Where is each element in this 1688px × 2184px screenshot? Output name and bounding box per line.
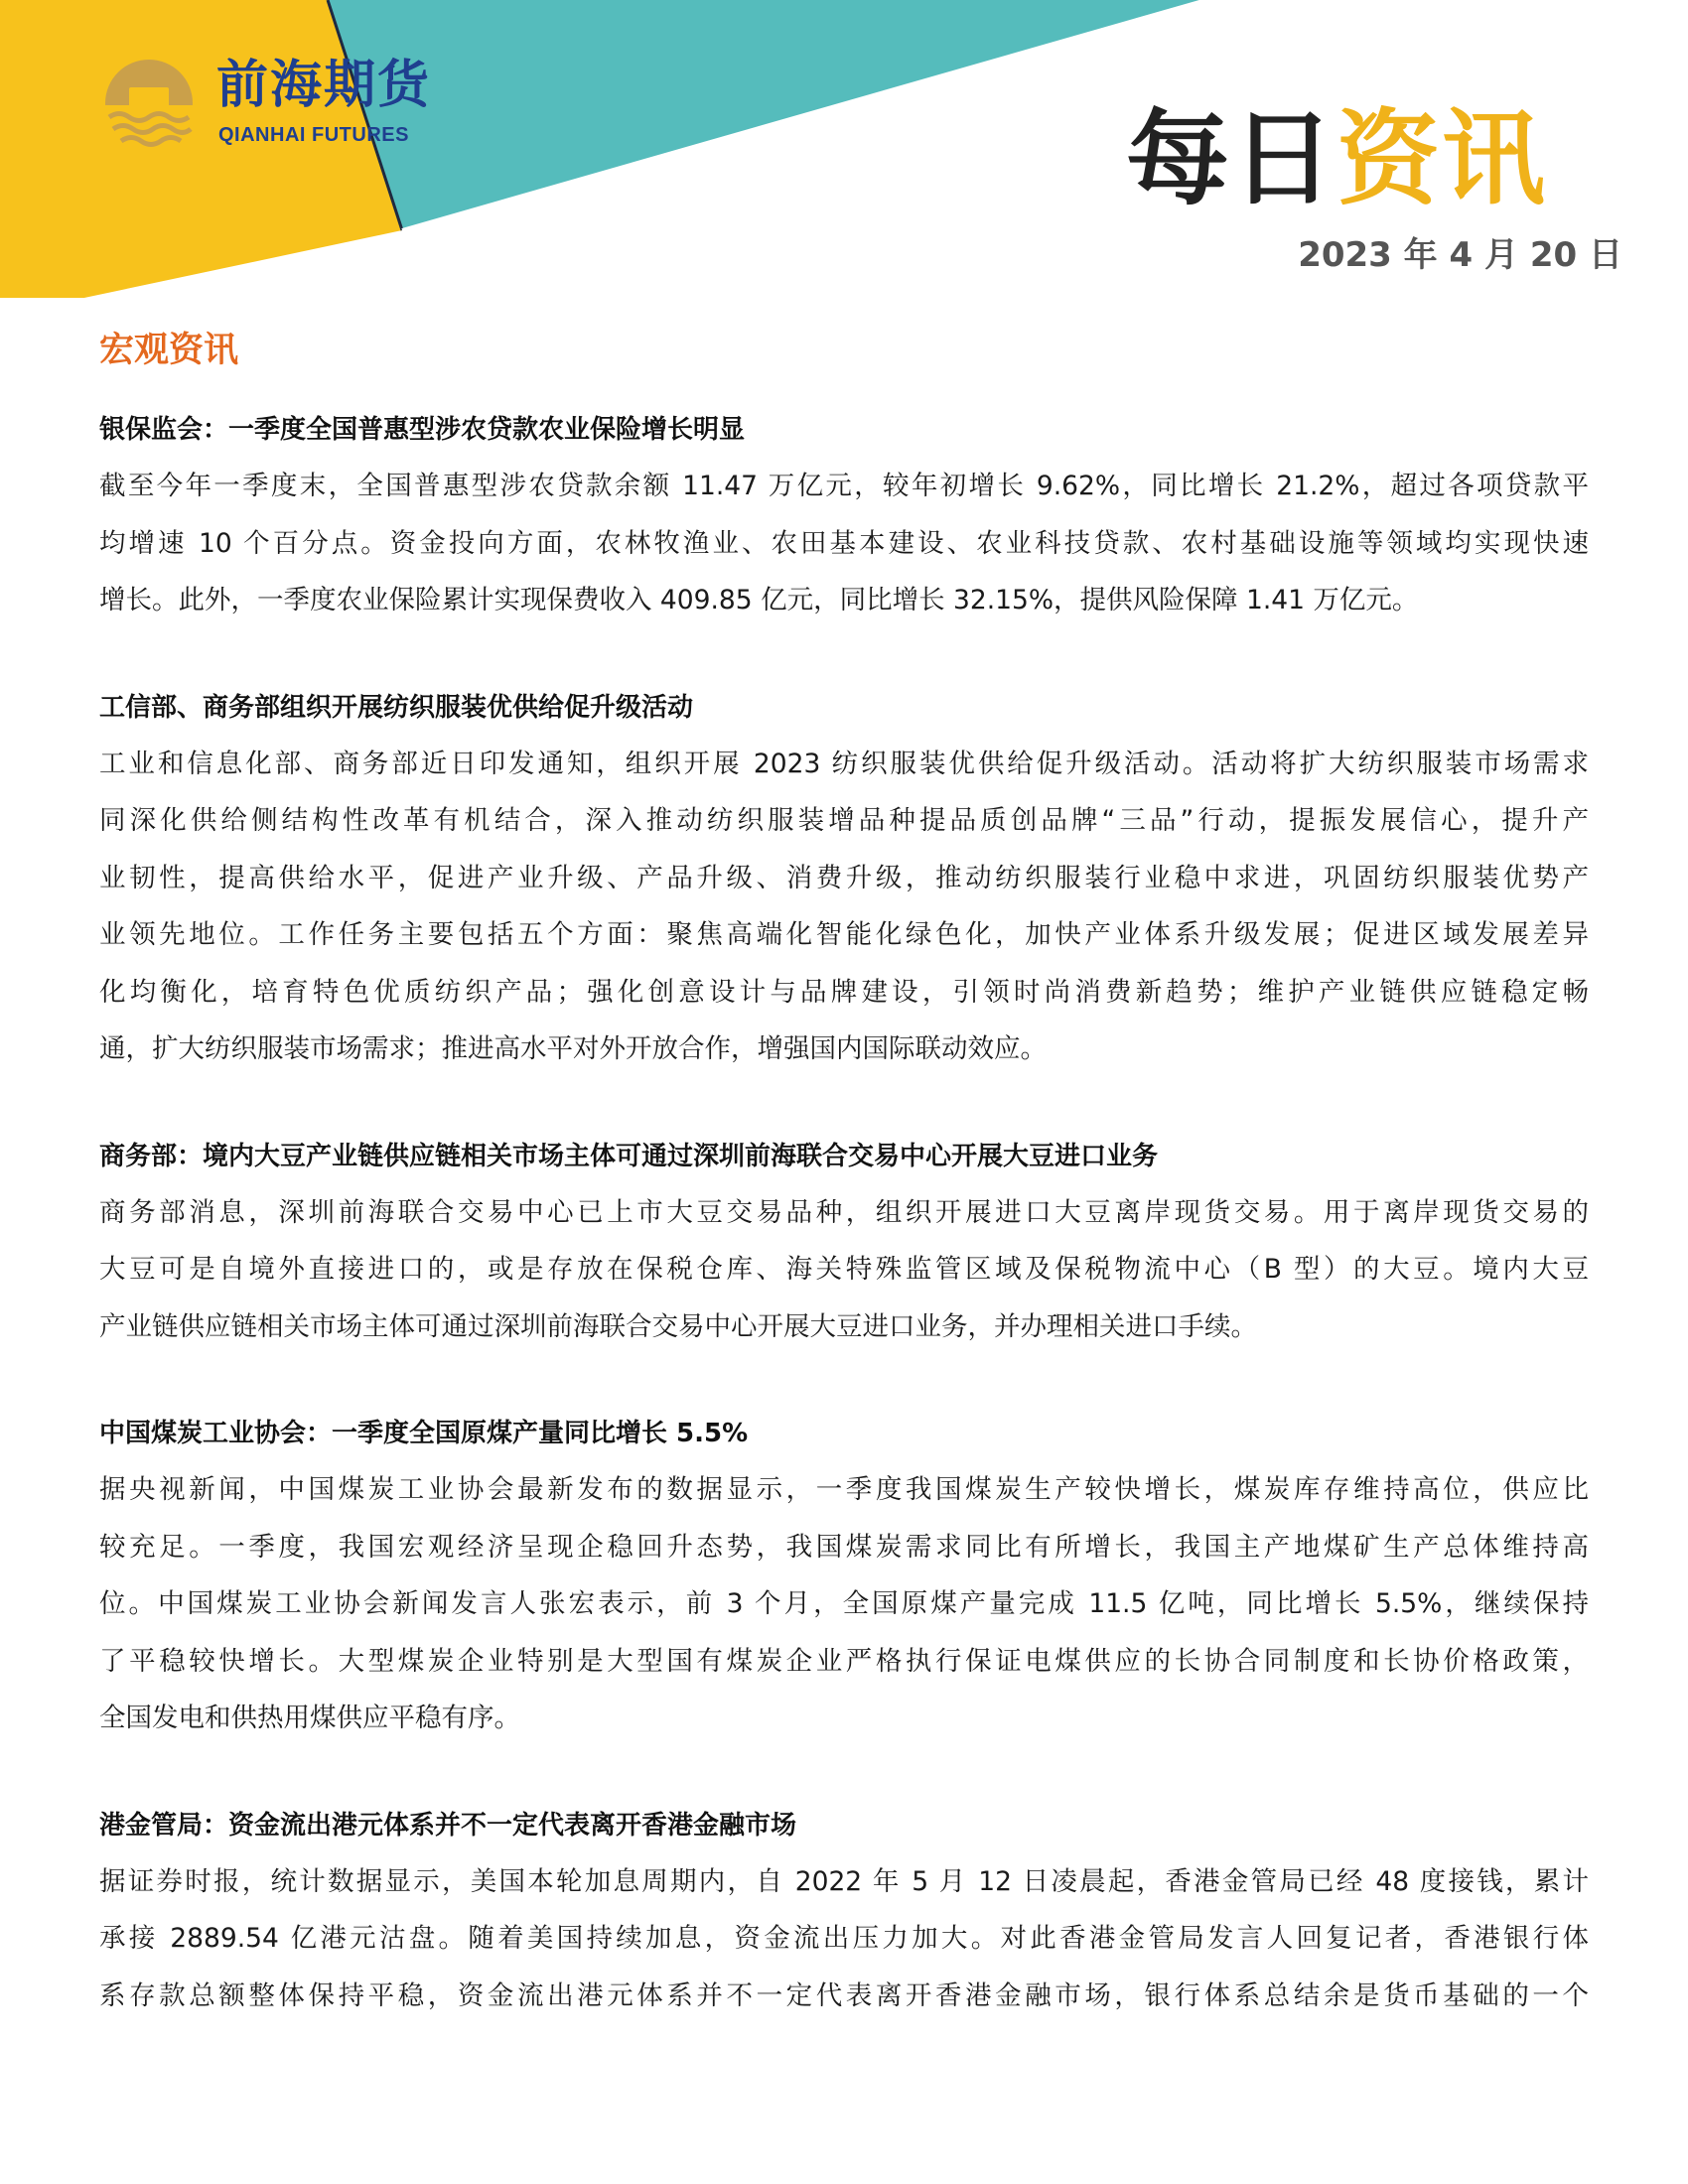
article-body-line: 截至今年一季度末，全国普惠型涉农贷款余额 11.47 万亿元，较年初增长 9.62%，同比增长 21.2%，超过各项贷款平: [99, 471, 1589, 501]
article-list: [99, 402, 1589, 2075]
article-body-line: 均增速 10 个百分点。资金投向方面，农林牧渔业、农田基本建设、农业科技贷款、农村基础设施等领域均实现快速: [99, 527, 1589, 559]
page-title-part1: 每日: [1125, 98, 1336, 219]
article-body-line: 同深化供给侧结构性改革有机结合，深入推动纺织服装增品种提品质创品牌“三品”行动，提振发展信心，提升产: [99, 805, 1589, 836]
page-title: [1125, 98, 1547, 219]
article-body-line: 商务部消息，深圳前海联合交易中心已上市大豆交易品种，组织开展进口大豆离岸现货交易。用于离岸现货交易的: [99, 1196, 1589, 1228]
article-headline: 港金管局：资金流出港元体系并不一定代表离开香港金融市场: [99, 1810, 797, 1841]
article: [99, 1129, 1589, 1356]
banner-teal-stripe: [328, 0, 1206, 230]
article-body-line: 承接 2889.54 亿港元沽盘。随着美国持续加息，资金流出压力加大。对此香港金管局发言人回复记者，香港银行体: [99, 1923, 1589, 1954]
article-body-line: 工业和信息化部、商务部近日印发通知，组织开展 2023 纺织服装优供给促升级活动。活动将扩大纺织服装市场需求: [99, 748, 1589, 779]
article-body-line: 了平稳较快增长。大型煤炭企业特别是大型国有煤炭企业严格执行保证电煤供应的长协合同制度和长协价格政策，: [99, 1645, 1589, 1677]
article-body-line: 较充足。一季度，我国宏观经济呈现企稳回升态势，我国煤炭需求同比有所增长，我国主产地煤矿生产总体维持高: [99, 1531, 1589, 1563]
article: [99, 680, 1589, 1078]
article: [99, 1798, 1589, 2025]
article-headline: 中国煤炭工业协会：一季度全国原煤产量同比增长 5.5%: [99, 1419, 749, 1448]
logo-english-name: QIANHAI FUTURES: [218, 124, 409, 146]
article-headline: 工信部、商务部组织开展纺织服装优供给促升级活动: [99, 692, 694, 723]
article-headline: 商务部：境内大豆产业链供应链相关市场主体可通过深圳前海联合交易中心开展大豆进口业务: [99, 1141, 1159, 1171]
article-body-line: 据央视新闻，中国煤炭工业协会最新发布的数据显示，一季度我国煤炭生产较快增长，煤炭库存维持高位，供应比: [99, 1474, 1589, 1505]
article-body-line: 产业链供应链相关市场主体可通过深圳前海联合交易中心开展大豆进口业务，并办理相关进口手续。: [99, 1310, 1257, 1342]
section-title: 宏观资讯: [99, 331, 239, 370]
report-date: 2023 年 4 月 20 日: [1298, 235, 1622, 275]
article-body-line: 增长。此外，一季度农业保险累计实现保费收入 409.85 亿元，同比增长 32.15%，提供风险保障 1.41 万亿元。: [99, 585, 1419, 615]
article-body-line: 业领先地位。工作任务主要包括五个方面：聚焦高端化智能化绿色化，加快产业体系升级发展；促进区域发展差异: [99, 919, 1589, 950]
article: [99, 1406, 1589, 1747]
logo-chinese-name: 前海期货: [216, 55, 432, 115]
article-body-line: 业韧性，提高供给水平，促进产业升级、产品升级、消费升级，推动纺织服装行业稳中求进，巩固纺织服装优势产: [99, 862, 1589, 893]
article-body-line: 位。中国煤炭工业协会新闻发言人张宏表示，前 3 个月，全国原煤产量完成 11.5 亿吨，同比增长 5.5%，继续保持: [99, 1588, 1589, 1619]
page-title-part2: 资讯: [1336, 98, 1547, 219]
article: [99, 402, 1589, 629]
article-body-line: 大豆可是自境外直接进口的，或是存放在保税仓库、海关特殊监管区域及保税物流中心（B 型）的大豆。境内大豆: [99, 1254, 1589, 1285]
article-headline: 银保监会：一季度全国普惠型涉农贷款农业保险增长明显: [99, 415, 746, 445]
article-body-line: 化均衡化，培育特色优质纺织产品；强化创意设计与品牌建设，引领时尚消费新趋势；维护产业链供应链稳定畅: [99, 976, 1589, 1008]
logo-sun-wave-icon: [95, 58, 203, 157]
article-body-line: 系存款总额整体保持平稳，资金流出港元体系并不一定代表离开香港金融市场，银行体系总结余是货币基础的一个: [99, 1979, 1589, 2011]
article-body-line: 全国发电和供热用煤供应平稳有序。: [99, 1703, 520, 1733]
company-logo: [95, 55, 453, 157]
article-body-line: 通，扩大纺织服装市场需求；推进高水平对外开放合作，增强国内国际联动效应。: [99, 1033, 1047, 1064]
article-body-line: 据证券时报，统计数据显示，美国本轮加息周期内，自 2022 年 5 月 12 日凌晨起，香港金管局已经 48 度接钱，累计: [99, 1865, 1589, 1897]
